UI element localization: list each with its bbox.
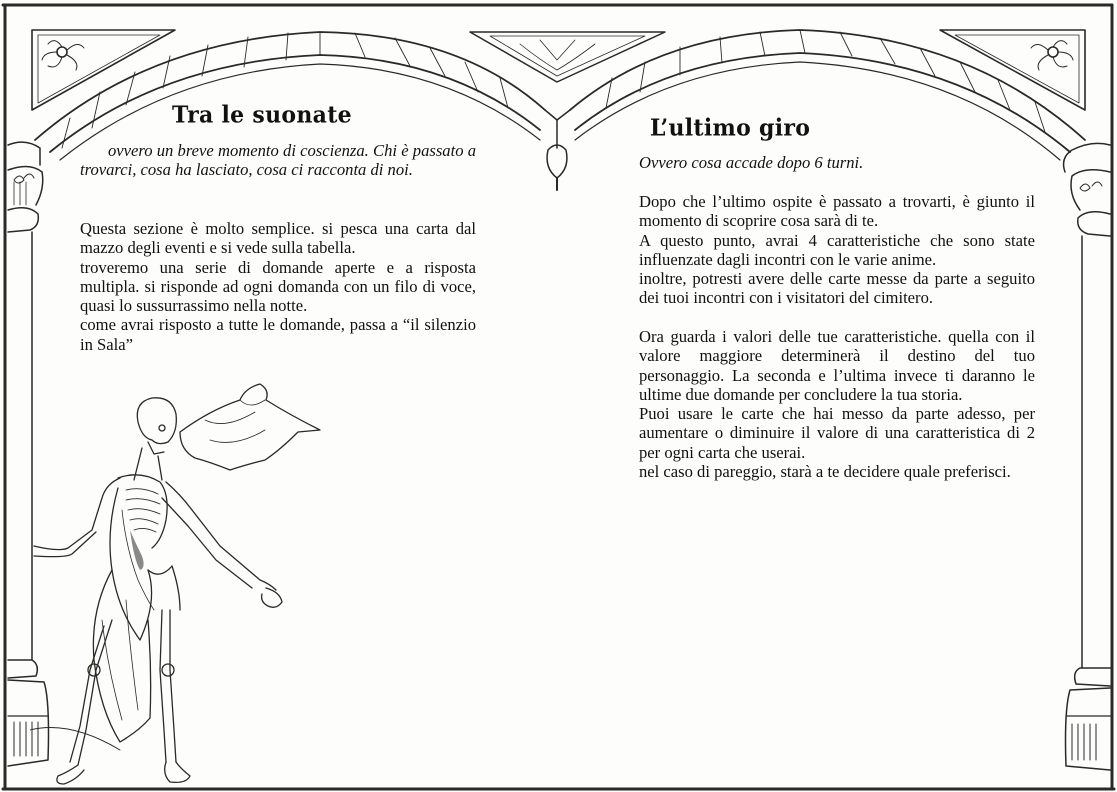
left-page-title: Tra le suonate bbox=[172, 101, 352, 129]
right-page-subtitle: Ovvero cosa accade dopo 6 turni. bbox=[639, 153, 864, 172]
right-body-line: Dopo che l’ultimo ospite è passato a trovarti, è giunto il momento di scoprire cosa sarà di te. bbox=[639, 192, 1035, 231]
center-pendant bbox=[545, 110, 570, 190]
skeleton-illustration bbox=[30, 370, 330, 790]
left-arm bbox=[34, 478, 120, 550]
center-spandrel bbox=[470, 32, 665, 82]
left-body-line: Questa sezione è molto semplice. si pesca una carta dal mazzo degli eventi e si vede sulla tabella. bbox=[80, 219, 476, 258]
right-page-paragraph-2 bbox=[639, 327, 1035, 481]
left-body-line: come avrai risposto a tutte le domande, passa a “il silenzio in Sala” bbox=[80, 315, 476, 354]
left-spandrel-rosette bbox=[32, 30, 175, 110]
skull bbox=[137, 398, 176, 444]
flying-shroud bbox=[180, 384, 320, 470]
left-page-subtitle: ovvero un breve momento di coscienza. Chi è passato a trovarci, cosa ha lasciato, cosa ci racconta di noi. bbox=[80, 141, 476, 180]
right-arm bbox=[166, 482, 276, 590]
left-leg bbox=[78, 620, 112, 765]
right-column bbox=[1064, 143, 1110, 770]
right-leg bbox=[170, 610, 176, 762]
right-body-line: A questo punto, avrai 4 caratteristiche che sono state influenzate dagli incontri con le varie anime. bbox=[639, 230, 1035, 269]
right-body-line: inoltre, potresti avere delle carte messe da parte a seguito dei tuoi incontri con i visitatori del cimitero. bbox=[639, 269, 1035, 308]
right-body-line: nel caso di pareggio, starà a te decidere quale preferisci. bbox=[639, 462, 1011, 482]
right-arch bbox=[570, 30, 1085, 160]
left-page-body bbox=[80, 219, 476, 354]
right-page-title: L’ultimo giro bbox=[650, 114, 811, 142]
left-body-line: troveremo una serie di domande aperte e a risposta multipla. si risponde ad ogni domanda con un filo di voce, quasi lo sussurrassimo nella notte. bbox=[80, 257, 476, 316]
right-page-paragraph-1 bbox=[639, 192, 1035, 308]
drape bbox=[110, 488, 152, 640]
ribcage bbox=[118, 475, 167, 548]
right-body-line: Puoi usare le carte che hai messo da parte adesso, per aumentare o diminuire il valore di una caratteristica di 2 per ogni carta che userai. bbox=[639, 404, 1035, 462]
right-body-line: Ora guarda i valori delle tue caratteristiche. quella con il valore maggiore determinerà il destino del tuo personaggio. La seconda e l’ultima invece ti daranno le ultime due domande per concludere la tua storia. bbox=[639, 327, 1035, 404]
